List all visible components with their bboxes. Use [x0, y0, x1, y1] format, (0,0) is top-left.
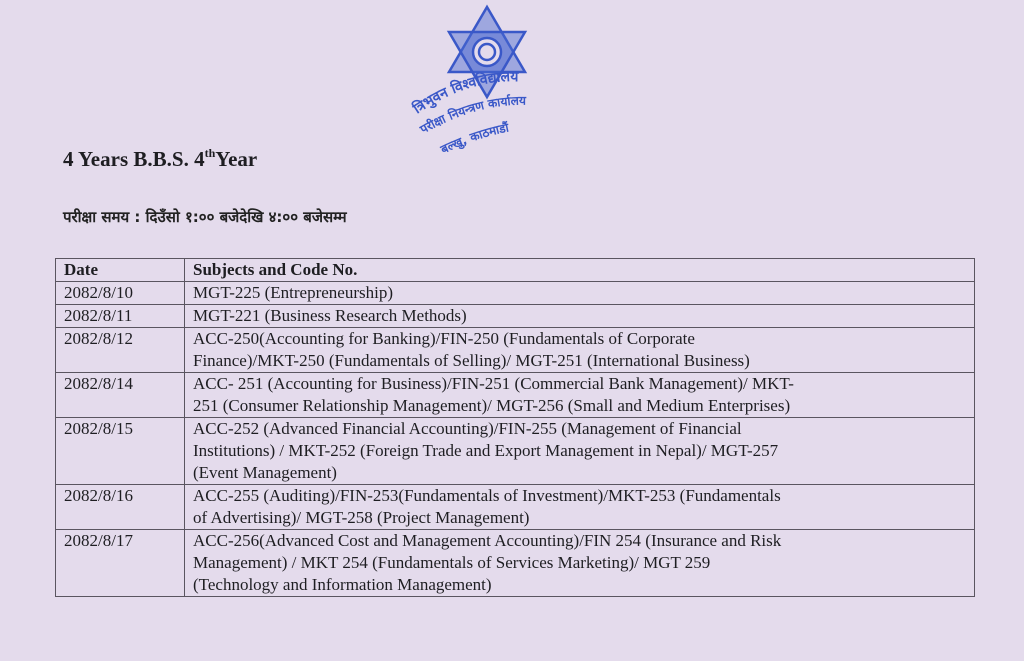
subjects-cell: [185, 485, 975, 530]
subject-line: MGT-221 (Business Research Methods): [193, 306, 467, 325]
table-row: [56, 373, 975, 418]
page-title: [63, 146, 257, 172]
subject-line: Management) / MKT 254 (Fundamentals of Services Marketing)/ MGT 259: [193, 553, 711, 572]
date-cell: 2082/8/14: [56, 373, 185, 418]
title-suffix: Year: [215, 147, 258, 171]
title-superscript: th: [204, 146, 216, 160]
table-row: [56, 328, 975, 373]
subjects-cell: [185, 530, 975, 597]
title-prefix: 4 Years B.B.S. 4: [63, 147, 205, 171]
table-row: [56, 530, 975, 597]
date-cell: 2082/8/10: [56, 282, 185, 305]
header-subjects: Subjects and Code No.: [185, 259, 975, 282]
university-seal-logo: [405, 2, 575, 172]
seal-line-1: त्रिभुवन विश्वविद्यालय: [410, 69, 519, 118]
date-cell: 2082/8/11: [56, 305, 185, 328]
date-cell: 2082/8/15: [56, 418, 185, 485]
subjects-cell: [185, 373, 975, 418]
subject-line: ACC-250(Accounting for Banking)/FIN-250 (Fundamentals of Corporate: [193, 329, 695, 348]
table-body: [56, 282, 975, 597]
table-row: [56, 305, 975, 328]
date-cell: 2082/8/12: [56, 328, 185, 373]
date-cell: 2082/8/16: [56, 485, 185, 530]
subject-line: Institutions) / MKT-252 (Foreign Trade and Export Management in Nepal)/ MGT-257: [193, 441, 779, 460]
subjects-cell: [185, 282, 975, 305]
subjects-cell: [185, 328, 975, 373]
subject-line: (Event Management): [193, 463, 337, 482]
svg-text:बल्खु, काठमाडौं: [437, 120, 510, 157]
subject-line: ACC-252 (Advanced Financial Accounting)/FIN-255 (Management of Financial: [193, 419, 742, 438]
subject-line: of Advertising)/ MGT-258 (Project Management): [193, 508, 530, 527]
seal-line-3: बल्खु, काठमाडौं: [438, 120, 510, 157]
header-date: Date: [56, 259, 185, 282]
subject-line: ACC- 251 (Accounting for Business)/FIN-251 (Commercial Bank Management)/ MKT-: [193, 374, 794, 393]
table-row: [56, 485, 975, 530]
subject-line: ACC-255 (Auditing)/FIN-253(Fundamentals of Investment)/MKT-253 (Fundamentals: [193, 486, 781, 505]
table-header-row: [56, 259, 975, 282]
subject-line: Finance)/MKT-250 (Fundamentals of Selling)/ MGT-251 (International Business): [193, 351, 750, 370]
exam-schedule-table: [55, 258, 975, 597]
subjects-cell: [185, 305, 975, 328]
subject-line: (Technology and Information Management): [193, 575, 492, 594]
subject-line: MGT-225 (Entrepreneurship): [193, 283, 394, 302]
table-row: [56, 282, 975, 305]
subject-line: ACC-256(Advanced Cost and Management Accounting)/FIN 254 (Insurance and Risk: [193, 531, 782, 550]
subject-line: 251 (Consumer Relationship Management)/ MGT-256 (Small and Medium Enterprises): [193, 396, 791, 415]
exam-time: परीक्षा समय : दिउँसो १:०० बजेदेखि ४:०० बजेसम्म: [63, 208, 347, 226]
date-cell: 2082/8/17: [56, 530, 185, 597]
table-row: [56, 418, 975, 485]
seal-line-2: परीक्षा नियन्त्रण कार्यालय: [417, 93, 527, 137]
subjects-cell: [185, 418, 975, 485]
